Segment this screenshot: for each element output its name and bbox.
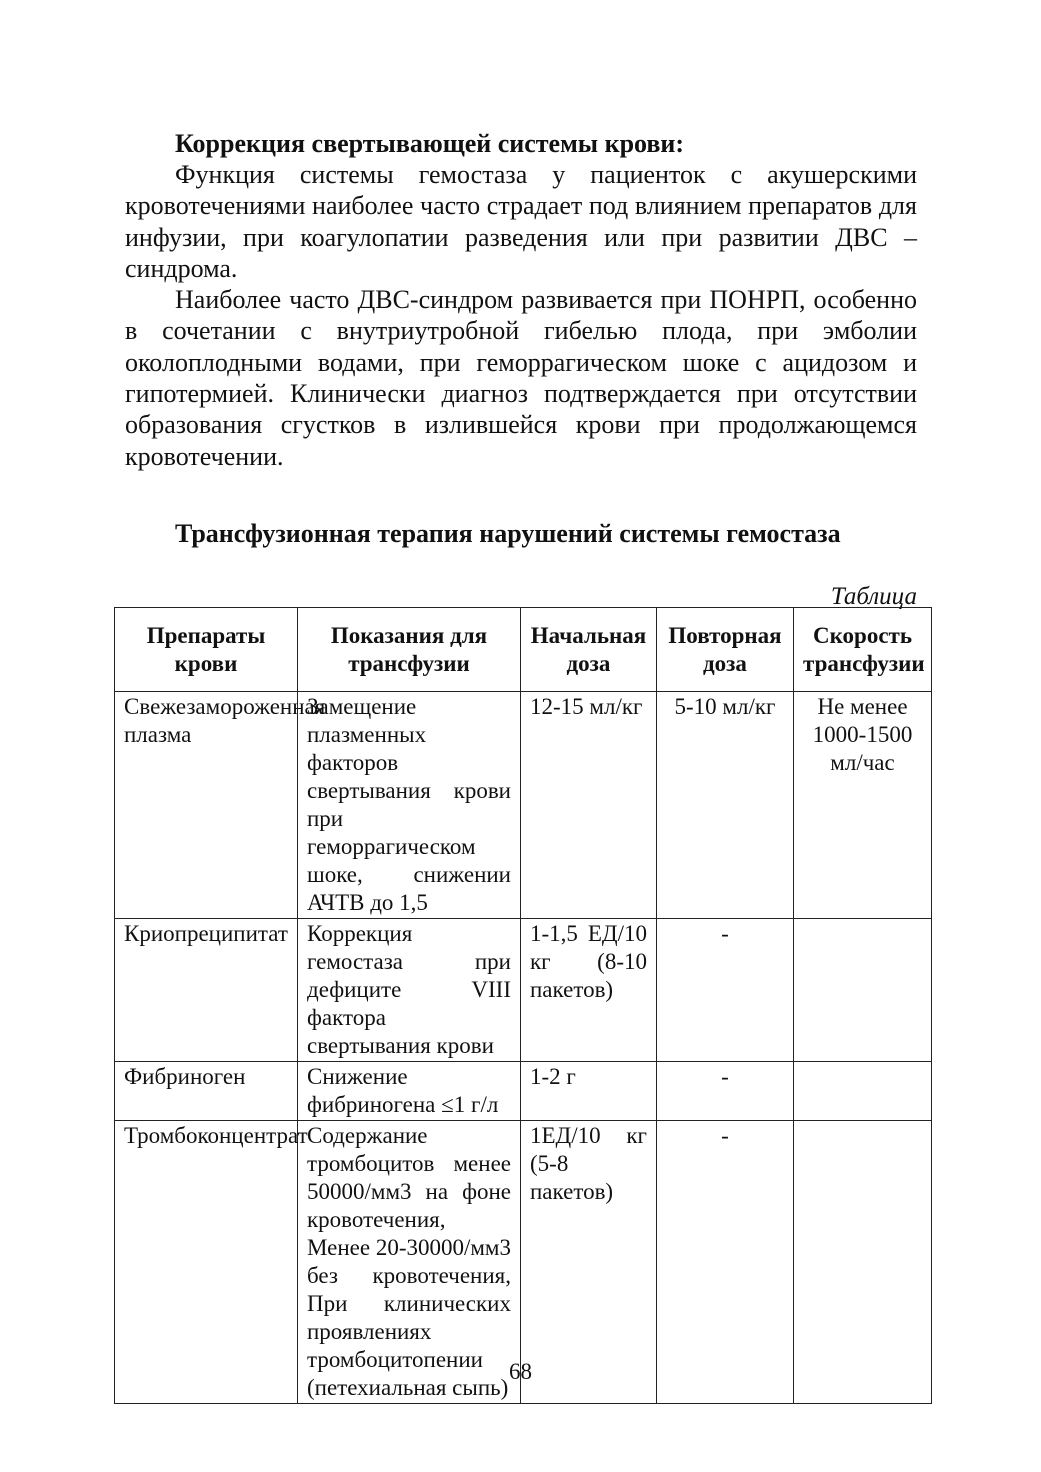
- section-heading: Коррекция свертывающей системы крови:: [175, 129, 685, 158]
- cell-repeat-dose: 5-10 мл/кг: [657, 692, 794, 919]
- cell-initial-dose: 1-1,5 ЕД/10 кг (8-10 пакетов): [521, 919, 657, 1062]
- table-row: [115, 1062, 932, 1121]
- table-header-row: [115, 608, 932, 692]
- cell-initial-dose: 12-15 мл/кг: [521, 692, 657, 919]
- cell-repeat-dose: -: [657, 1062, 794, 1121]
- cell-indication: Коррекция гемостаза при дефиците VIII фактора свертывания крови: [298, 919, 521, 1062]
- cell-repeat-dose: -: [657, 1121, 794, 1404]
- cell-product: Тромбоконцентрат: [115, 1121, 298, 1404]
- cell-repeat-dose: -: [657, 919, 794, 1062]
- header-rate: Скорость трансфузии: [794, 608, 932, 692]
- cell-product: Свежезамороженная плазма: [115, 692, 298, 919]
- page-number: 68: [509, 1359, 532, 1384]
- cell-rate: Не менее 1000-1500 мл/час: [794, 692, 932, 919]
- paragraph-1: Функция системы гемостаза у пациенток с акушерскими кровотечениями наиболее часто страдает под влиянием препаратов для инфузии, при коагулопатии разведения или при развитии ДВС – синдрома.: [125, 160, 917, 283]
- header-repeat-dose: Повторная доза: [657, 608, 794, 692]
- header-products: Препараты крови: [115, 608, 298, 692]
- table-caption: Таблица: [830, 582, 917, 610]
- cell-product: Фибриноген: [115, 1062, 298, 1121]
- cell-indication: Снижение фибриногена ≤1 г/л: [298, 1062, 521, 1121]
- cell-product: Криопреципитат: [115, 919, 298, 1062]
- cell-initial-dose: 1-2 г: [521, 1062, 657, 1121]
- header-initial-dose: Начальная доза: [521, 608, 657, 692]
- cell-indication: Замещение плазменных факторов свертывания крови при геморрагическом шоке, снижении АЧТВ до 1,5: [298, 692, 521, 919]
- table-row: [115, 919, 932, 1062]
- page-body: [125, 128, 917, 612]
- cell-indication: Содержание тромбоцитов менее 50000/мм3 на фоне кровотечения, Менее 20-30000/мм3 без кровотечения, При клинических проявлениях тромбоцитопении (петехиальная сыпь): [298, 1121, 521, 1404]
- cell-initial-dose: 1ЕД/10 кг (5-8 пакетов): [521, 1121, 657, 1404]
- cell-rate: [794, 919, 932, 1062]
- table-row: [115, 692, 932, 919]
- transfusion-table: [114, 607, 932, 1404]
- header-indications: Показания для трансфузии: [298, 608, 521, 692]
- table-title: Трансфузионная терапия нарушений системы гемостаза: [175, 518, 841, 548]
- paragraph-2: Наиболее часто ДВС-синдром развивается при ПОНРП, особенно в сочетании с внутриутробной гибелью плода, при эмболии околоплодными водами, при геморрагическом шоке с ацидозом и гипотермией. Клинически диагноз подтверждается при отсутствии образования сгустков в излившейся крови при продолжающемся кровотечении.: [125, 285, 917, 471]
- cell-rate: [794, 1062, 932, 1121]
